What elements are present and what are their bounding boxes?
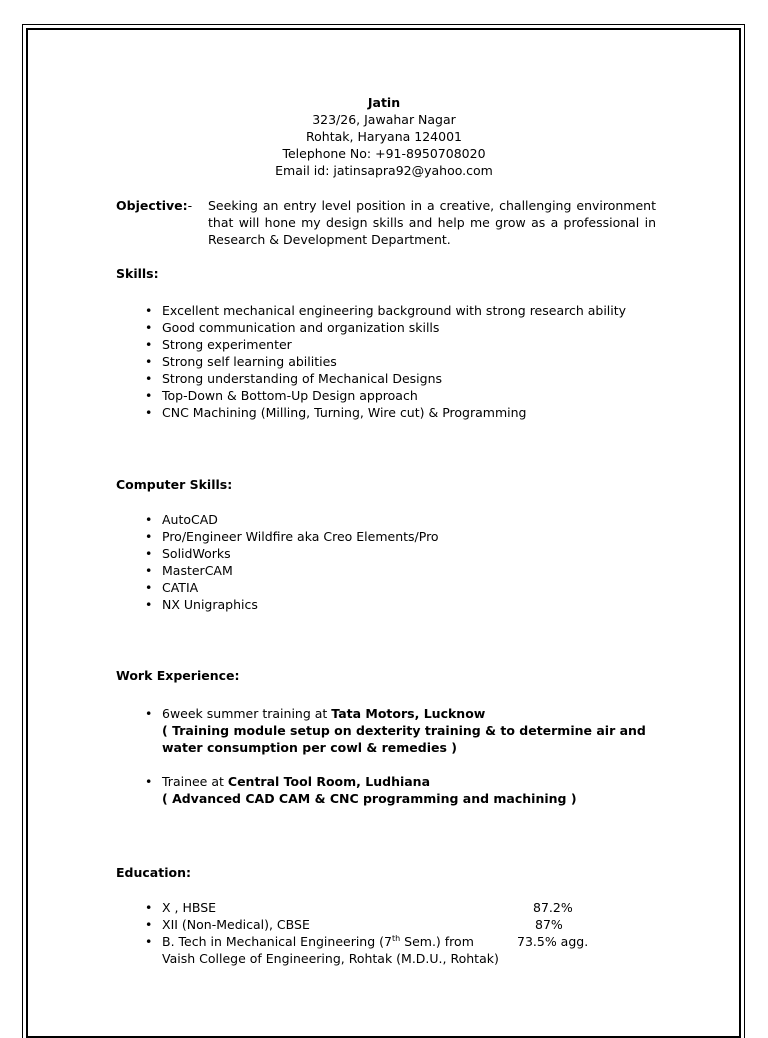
list-item: • Excellent mechanical engineering background with strong research ability <box>145 302 626 319</box>
phone-number: Telephone No: +91-8950708020 <box>282 146 486 161</box>
work-prefix: 6week summer training at <box>162 706 332 721</box>
work-organization: Tata Motors, Lucknow <box>331 706 486 721</box>
education-college: Vaish College of Engineering, Rohtak (M.D.U., Rohtak) <box>162 951 499 966</box>
education-item <box>145 916 665 933</box>
address-line-2: Rohtak, Haryana 124001 <box>306 129 462 144</box>
list-item: • Strong self learning abilities <box>145 353 626 370</box>
education-text-cont: Sem.) from <box>400 934 474 949</box>
email-address: Email id: jatinsapra92@yahoo.com <box>275 163 493 178</box>
candidate-name: Jatin <box>367 95 401 110</box>
work-item-ctr <box>145 773 665 807</box>
work-prefix: Trainee at <box>162 774 228 789</box>
education-text: XII (Non-Medical), CBSE <box>162 917 310 932</box>
skills-list <box>145 302 626 421</box>
education-score: 87.2% <box>533 900 573 915</box>
work-detail: ( Training module setup on dexterity training & to determine air and water consumption per cowl & remedies ) <box>162 723 646 755</box>
objective-label-text: Objective: <box>116 198 188 213</box>
computer-skills-list <box>145 511 439 613</box>
objective-label-dash: - <box>187 198 193 213</box>
work-experience-heading: Work Experience: <box>116 668 240 683</box>
list-item: • AutoCAD <box>145 511 439 528</box>
skills-heading: Skills: <box>116 266 159 281</box>
education-score: 87% <box>535 917 563 932</box>
education-list <box>145 899 665 967</box>
address-line-1: 323/26, Jawahar Nagar <box>312 112 456 127</box>
list-item: • Strong understanding of Mechanical Designs <box>145 370 626 387</box>
objective-section <box>116 197 656 248</box>
education-score: 73.5% agg. <box>517 934 589 949</box>
list-item: • NX Unigraphics <box>145 596 439 613</box>
education-text: X , HBSE <box>162 900 217 915</box>
work-organization: Central Tool Room, Ludhiana <box>227 774 431 789</box>
education-text: B. Tech in Mechanical Engineering (7 <box>162 934 392 949</box>
list-item: • CATIA <box>145 579 439 596</box>
objective-label <box>116 197 192 214</box>
list-item: • Good communication and organization skills <box>145 319 626 336</box>
work-item-tata <box>145 705 665 756</box>
work-experience-list <box>145 705 665 824</box>
list-item: • Pro/Engineer Wildfire aka Creo Elements/Pro <box>145 528 439 545</box>
list-item: • CNC Machining (Milling, Turning, Wire cut) & Programming <box>145 404 626 421</box>
contact-header <box>0 94 768 179</box>
list-item: • Strong experimenter <box>145 336 626 353</box>
list-item: • SolidWorks <box>145 545 439 562</box>
education-item <box>145 933 665 967</box>
objective-text: Seeking an entry level position in a creative, challenging environment that will hone my design skills and help me grow as a professional in Research & Development Department. <box>208 198 656 247</box>
list-item: • MasterCAM <box>145 562 439 579</box>
superscript: th <box>391 933 401 943</box>
education-heading: Education: <box>116 865 191 880</box>
education-item <box>145 899 665 916</box>
list-item: • Top-Down & Bottom-Up Design approach <box>145 387 626 404</box>
work-detail: ( Advanced CAD CAM & CNC programming and machining ) <box>162 791 577 806</box>
computer-skills-heading: Computer Skills: <box>116 477 233 492</box>
